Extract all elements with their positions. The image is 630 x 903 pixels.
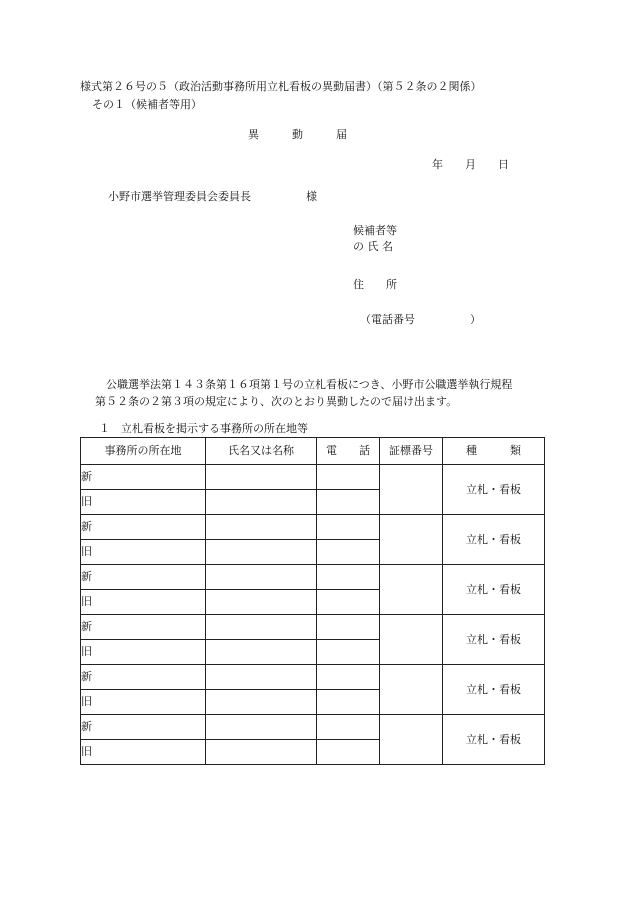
name-cell	[206, 540, 317, 565]
certificate-cell	[380, 715, 443, 765]
table-row-new	[81, 465, 545, 490]
sub-form-label: その１（候補者等用）	[92, 98, 202, 111]
name-cell	[206, 640, 317, 665]
new-label: 新	[81, 515, 206, 540]
kind-cell: 立札・看板	[443, 465, 545, 515]
phone-cell	[317, 590, 380, 615]
new-label: 新	[81, 565, 206, 590]
new-label: 新	[81, 715, 206, 740]
applicant-name-label-2: の 氏 名	[353, 240, 393, 253]
name-cell	[206, 615, 317, 640]
phone-cell	[317, 565, 380, 590]
old-label: 旧	[81, 690, 206, 715]
name-cell	[206, 490, 317, 515]
phone-cell	[317, 690, 380, 715]
phone-cell	[317, 640, 380, 665]
form-number: 様式第２６号の５（政治活動事務所用立札看板の異動届書）（第５２条の２関係）	[80, 80, 482, 93]
table-row-new	[81, 615, 545, 640]
name-cell	[206, 515, 317, 540]
kind-cell: 立札・看板	[443, 565, 545, 615]
applicant-phone-label: （電話番号 ）	[360, 313, 481, 326]
name-cell	[206, 740, 317, 765]
kind-cell: 立札・看板	[443, 665, 545, 715]
body-text-line-1: 公職選挙法第１４３条第１６項第１号の立札看板につき、小野市公職選挙執行規程	[106, 378, 513, 391]
new-label: 新	[81, 465, 206, 490]
section-title: １ 立札看板を掲示する事務所の所在地等	[99, 422, 308, 435]
old-label: 旧	[81, 740, 206, 765]
phone-cell	[317, 515, 380, 540]
certificate-cell	[380, 465, 443, 515]
table-row-new	[81, 515, 545, 540]
certificate-cell	[380, 665, 443, 715]
table-row-new	[81, 715, 545, 740]
honorific: 様	[306, 190, 317, 203]
name-cell	[206, 715, 317, 740]
table-row-new	[81, 565, 545, 590]
header-certificate-number: 証標番号	[380, 438, 443, 465]
recipient: 小野市選挙管理委員会委員長	[108, 190, 251, 203]
applicant-address-label: 住 所	[353, 278, 397, 291]
phone-cell	[317, 465, 380, 490]
certificate-cell	[380, 565, 443, 615]
table-header-row	[81, 438, 545, 465]
old-label: 旧	[81, 640, 206, 665]
certificate-cell	[380, 515, 443, 565]
header-kind: 種 類	[443, 438, 545, 465]
certificate-cell	[380, 615, 443, 665]
phone-cell	[317, 540, 380, 565]
phone-cell	[317, 715, 380, 740]
old-label: 旧	[81, 590, 206, 615]
new-label: 新	[81, 615, 206, 640]
phone-cell	[317, 490, 380, 515]
name-cell	[206, 465, 317, 490]
phone-cell	[317, 740, 380, 765]
name-cell	[206, 590, 317, 615]
document-title: 異 動 届	[248, 128, 347, 141]
name-cell	[206, 565, 317, 590]
date-line: 年 月 日	[432, 158, 509, 171]
body-text-line-2: 第５２条の２第３項の規定により、次のとおり異動したので届け出ます。	[95, 395, 458, 408]
header-phone: 電 話	[317, 438, 380, 465]
office-location-table	[80, 437, 545, 765]
name-cell	[206, 690, 317, 715]
header-name: 氏名又は名称	[206, 438, 317, 465]
name-cell	[206, 665, 317, 690]
phone-cell	[317, 615, 380, 640]
old-label: 旧	[81, 490, 206, 515]
kind-cell: 立札・看板	[443, 615, 545, 665]
header-office-address: 事務所の所在地	[81, 438, 206, 465]
applicant-name-label-1: 候補者等	[353, 224, 397, 237]
old-label: 旧	[81, 540, 206, 565]
phone-cell	[317, 665, 380, 690]
table-row-new	[81, 665, 545, 690]
kind-cell: 立札・看板	[443, 515, 545, 565]
kind-cell: 立札・看板	[443, 715, 545, 765]
new-label: 新	[81, 665, 206, 690]
